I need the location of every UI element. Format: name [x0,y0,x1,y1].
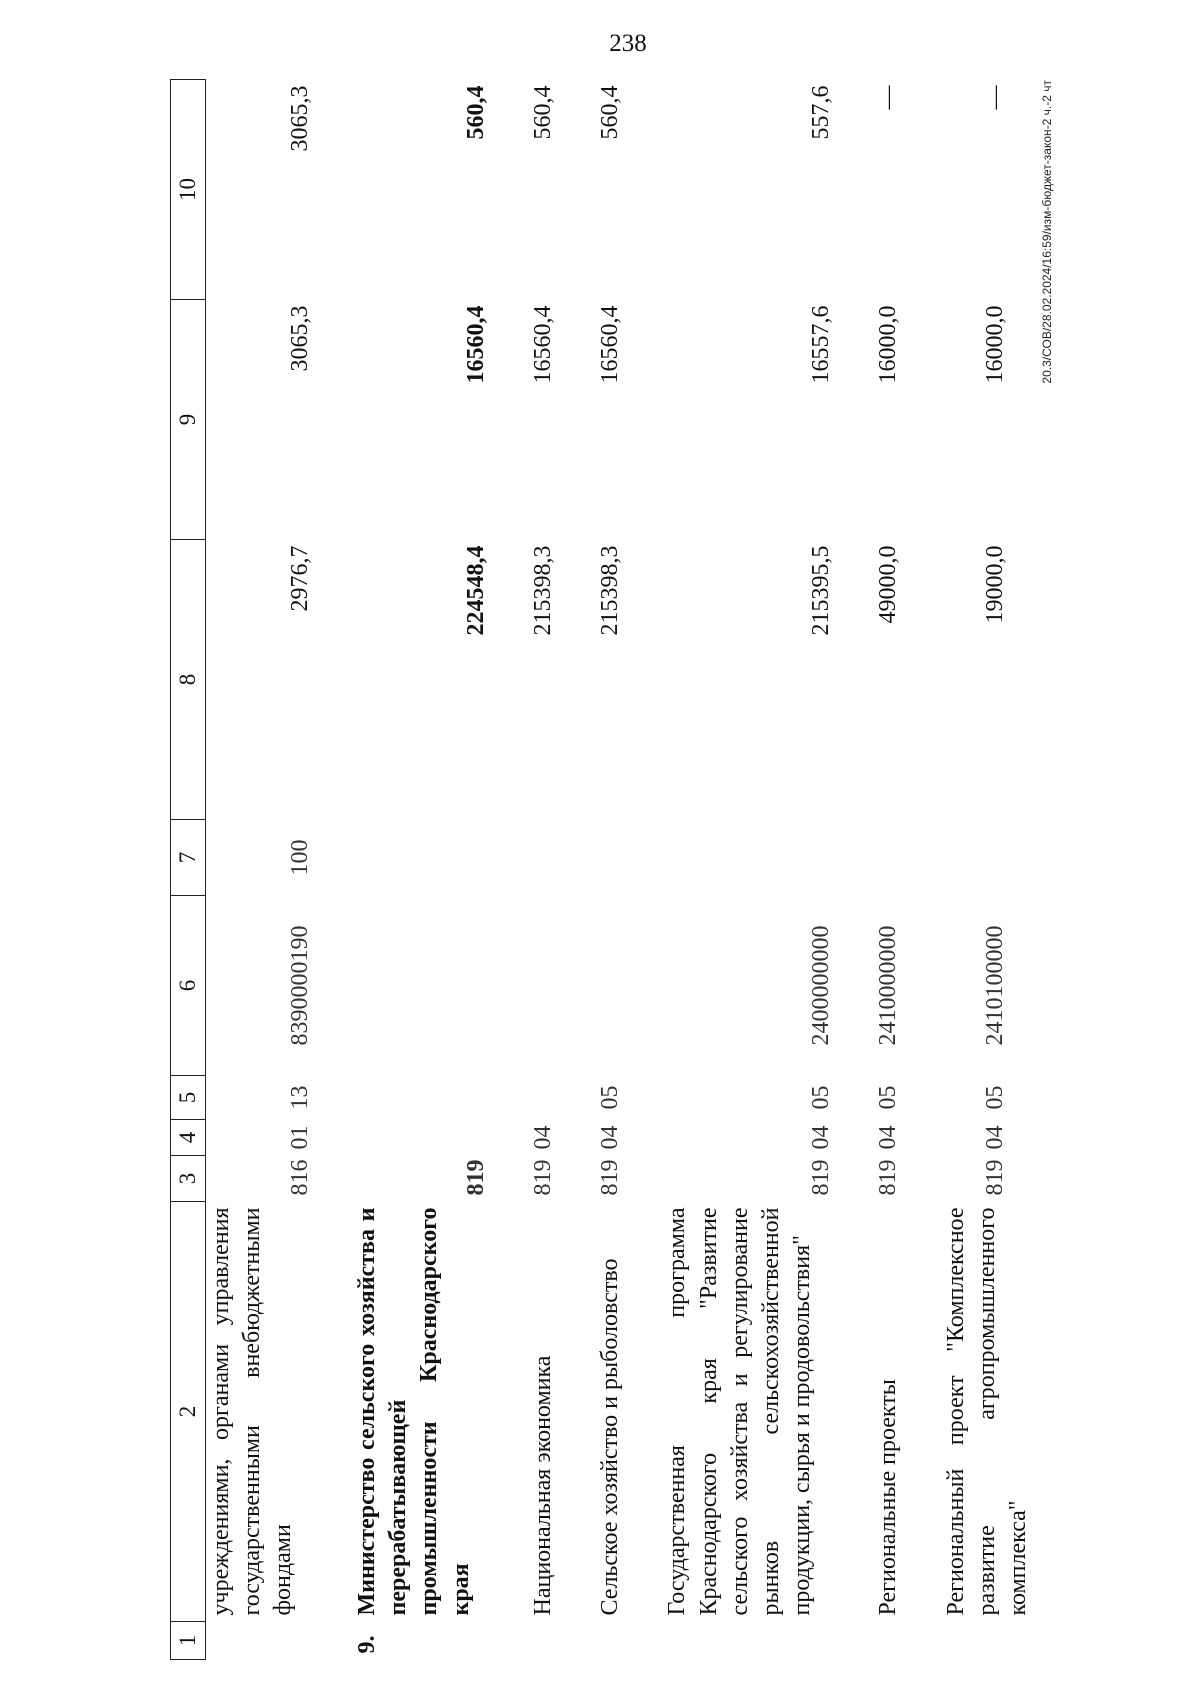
cell-c9: 16560,4 [597,305,624,384]
header-row [171,80,206,1660]
cell-c8: 215395,5 [808,545,835,636]
row-number [873,1622,904,1660]
footer-stamp-container [1040,80,1054,1320]
cell-c5 [352,1076,492,1120]
cell-c6: 2400000000 [808,925,835,1046]
cell-c6: 2410100000 [981,925,1008,1046]
cell-c7 [662,820,837,896]
table-row [941,80,1051,1660]
cell-c10: 560,4 [597,85,624,140]
cell-c10: 560,4 [530,85,556,140]
table-row [352,80,492,1660]
row-name: Национальная экономика [530,1355,556,1616]
row-name: Региональные проекты [875,1379,902,1616]
cell-c4 [352,1120,492,1156]
row-number: 9. [354,1635,380,1654]
row-number [662,1622,837,1660]
cell-c4: 04 [875,1125,902,1150]
cell-c10: 3065,3 [286,85,313,152]
cell-c9: 16560,4 [462,305,489,384]
footer-stamp: 20.3/СОВ/28.02.2024/16:59/изм-бюджет-закон-2 ч.-2 чт [1040,80,1054,384]
cell-c8: 19000,0 [981,545,1008,624]
row-gap [626,80,662,1660]
header-cell: 6 [171,896,206,1076]
row-number [941,1622,1051,1660]
cell-c3: 819 [808,1159,835,1196]
cell-c3: 819 [597,1159,624,1196]
row-gap [559,80,595,1660]
cell-c5: 05 [875,1085,902,1110]
header-cell: 10 [171,80,206,300]
row-name: Министерство сельского хозяйства и перерабатывающей промышленности Краснодарского края [354,1207,474,1616]
cell-c4: 01 [286,1125,313,1150]
cell-c8: 2976,7 [286,545,313,612]
row-number [206,1622,317,1660]
cell-c8: 49000,0 [875,545,902,624]
cell-c9: 16000,0 [981,305,1008,384]
table-row [528,80,559,1660]
cell-c4: 04 [597,1125,624,1150]
cell-c9: 16000,0 [875,305,902,384]
cell-c9: 16557,6 [808,305,835,384]
cell-c5 [528,1076,559,1120]
cell-c6 [352,896,492,1076]
row-number [528,1622,559,1660]
cell-c6: 2410000000 [875,925,902,1046]
table-row [873,80,904,1660]
cell-c8: 215398,3 [530,545,556,636]
header-cell: 2 [171,1202,206,1622]
cell-c7 [873,820,904,896]
cell-c4: 04 [981,1125,1008,1150]
row-name: Региональный проект "Комплексное развитие агропромышленного комплекса" [942,1207,1031,1616]
cell-c8: 215398,3 [597,545,624,636]
cell-c5: 05 [981,1085,1008,1110]
cell-c5: 13 [286,1085,313,1110]
cell-c10: 557,6 [808,85,835,140]
cell-c7 [352,820,492,896]
cell-c10: 560,4 [462,85,489,140]
row-gap [492,80,528,1660]
cell-c10: — [875,85,902,110]
cell-c8: 224548,4 [462,545,489,636]
cell-c3: 819 [875,1159,902,1196]
page-number: 238 [609,30,647,57]
row-gap [837,80,873,1660]
row-name: Сельское хозяйство и рыболовство [597,1258,624,1616]
cell-c4: 04 [808,1125,835,1150]
header-cell: 1 [171,1622,206,1660]
table-row [206,80,317,1660]
cell-c3: 819 [981,1159,1008,1196]
row-number [595,1622,626,1660]
cell-c9: 16560,4 [530,305,556,384]
row-gap [905,80,941,1660]
header-cell: 8 [171,540,206,820]
header-cell: 4 [171,1120,206,1156]
rotated-table-container [170,80,1055,1660]
cell-c3: 819 [462,1159,489,1196]
cell-c5: 05 [808,1085,835,1110]
row-gap [316,80,352,1660]
row-name: учреждениями, органами управления государственными внебюджетными фондами [208,1207,297,1616]
budget-table [170,79,1051,1660]
header-cell: 7 [171,820,206,896]
cell-c4: 04 [530,1125,556,1150]
header-cell: 5 [171,1076,206,1120]
cell-c6: 8390000190 [286,925,313,1046]
cell-c9: 3065,3 [286,305,313,372]
table-row [662,80,837,1660]
cell-c3: 819 [530,1159,556,1196]
cell-c6 [595,896,626,1076]
cell-c7 [595,820,626,896]
cell-c10: — [981,85,1008,110]
cell-c5: 05 [597,1085,624,1110]
cell-c6 [528,896,559,1076]
header-cell: 9 [171,300,206,540]
cell-c3: 816 [286,1159,313,1196]
header-cell: 3 [171,1156,206,1202]
table-row [595,80,626,1660]
row-name: Государственная программа Краснодарского края "Развитие сельского хозяйства и регулирование рынков сельскохозяйственной продукции, сырья и продовольствия" [664,1207,816,1616]
cell-c7: 100 [286,839,313,876]
cell-c7 [528,820,559,896]
cell-c7 [941,820,1051,896]
